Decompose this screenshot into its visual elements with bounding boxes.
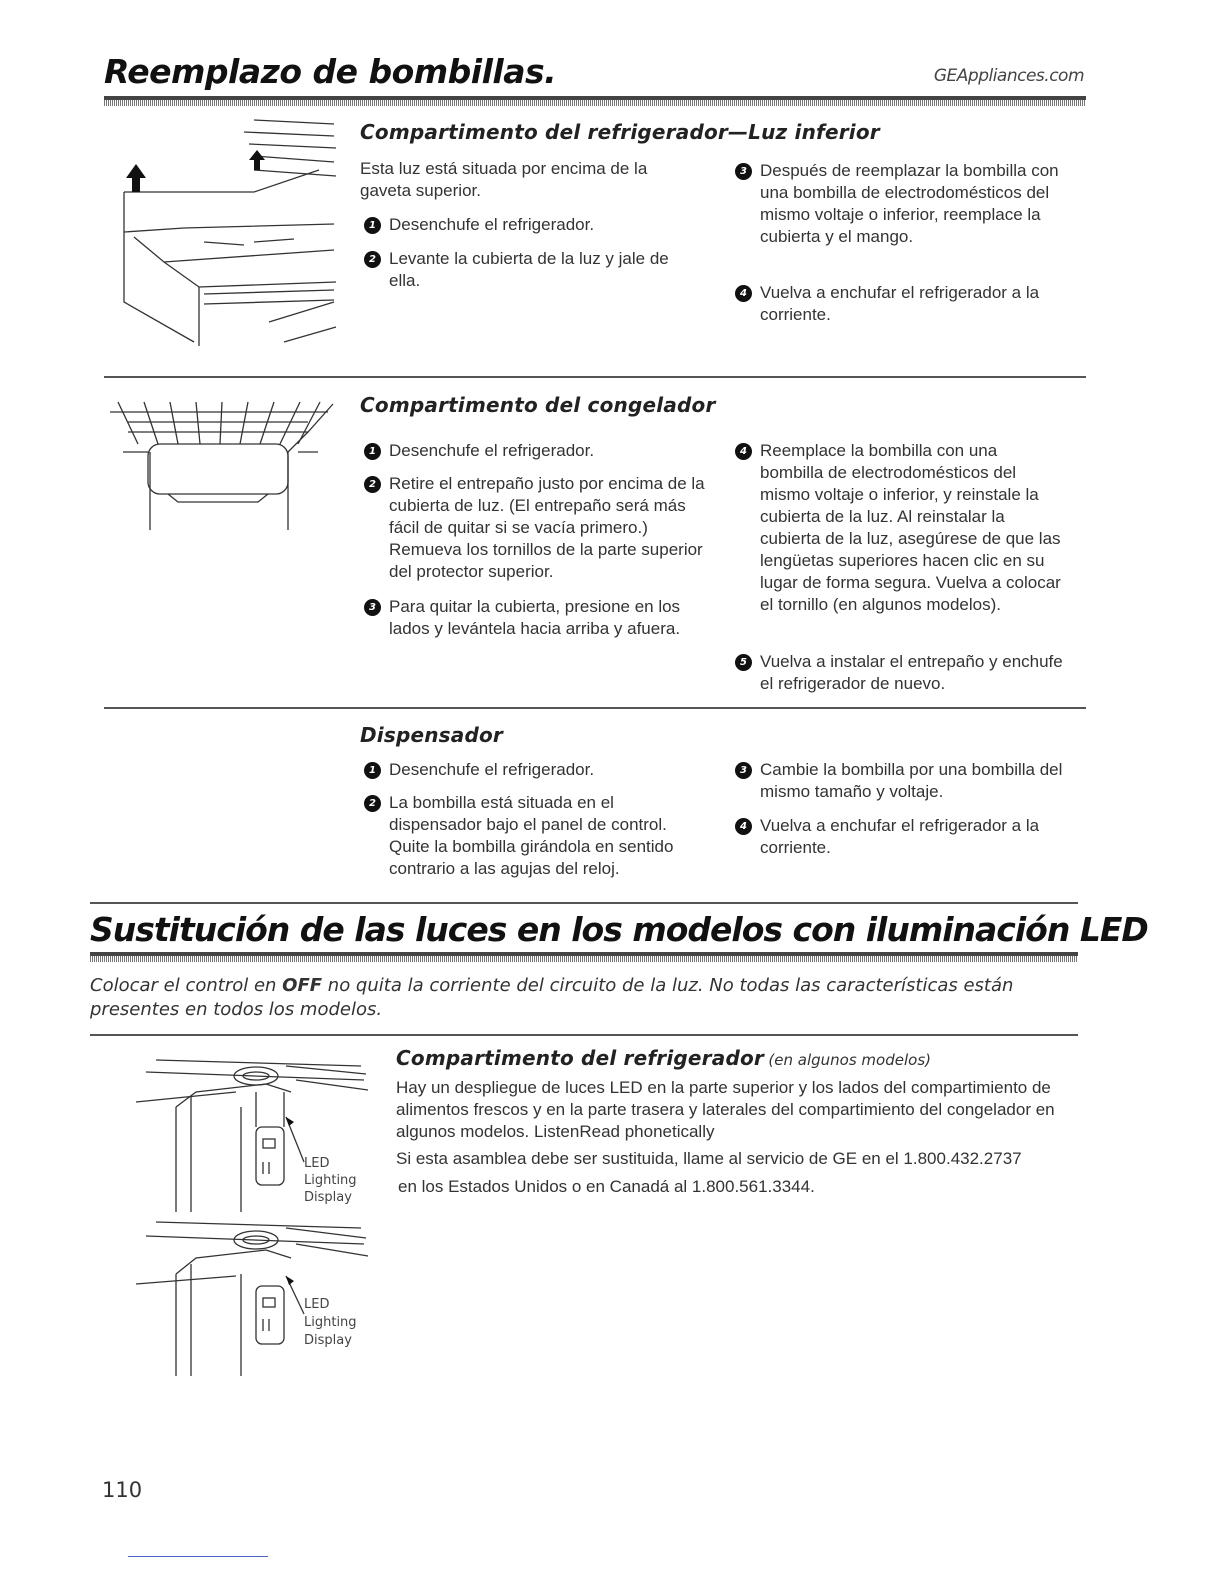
refrigerator-step-1 [364, 214, 684, 236]
step-number: 2 [364, 476, 381, 493]
dispenser-step-3 [735, 759, 1075, 803]
led-title-rule-hatch [90, 956, 1078, 962]
led-note-post: no quita la corriente del circuito de la luz. No todas las características están presentes en todos los modelos. [90, 975, 1014, 1020]
dispenser-step-2 [364, 792, 684, 880]
step-text: Cambie la bombilla por una bombilla del mismo tamaño y voltaje. [760, 760, 1063, 801]
step-number: 1 [364, 443, 381, 460]
freezer-step-3 [364, 596, 704, 640]
led-paragraph-2b: en los Estados Unidos o en Canadá al 1.800.561.3344. [398, 1177, 815, 1196]
led-label-line: Display [304, 1333, 352, 1348]
site-url: GEAppliances.com [933, 66, 1084, 86]
step-text: Desenchufe el refrigerador. [389, 441, 595, 460]
led-paragraph-2a: Si esta asamblea debe ser sustituida, llame al servicio de GE en el 1.800.432.2737 [396, 1149, 1022, 1168]
step-text: La bombilla está situada en el dispensador bajo el panel de control. Quite la bombilla girándola en sentido contrario a las agujas del reloj. [389, 793, 674, 878]
step-number: 3 [735, 163, 752, 180]
section-divider [104, 376, 1086, 378]
section-divider [90, 1034, 1078, 1036]
led-label-line: Lighting [304, 1315, 357, 1330]
step-text: Retire el entrepaño justo por encima de la cubierta de luz. (El entrepaño será más fácil de quitar si se vacía primero.) Remueva los tornillos de la parte superior del protector superior. [389, 474, 705, 581]
dispenser-step-4 [735, 815, 1065, 859]
refrigerator-step-3 [735, 160, 1065, 248]
led-label-line: LED [304, 1156, 330, 1171]
header-rule-hatch [104, 100, 1086, 106]
led-note [90, 974, 1030, 1022]
step-number: 4 [735, 443, 752, 460]
step-text: Vuelva a enchufar el refrigerador a la corriente. [760, 283, 1040, 324]
freezer-step-4 [735, 440, 1065, 616]
refrigerator-intro: Esta luz está situada por encima de la gaveta superior. [360, 159, 648, 200]
step-number: 2 [364, 795, 381, 812]
section-title-dispenser: Dispensador [360, 723, 504, 747]
step-number: 4 [735, 285, 752, 302]
refrigerator-step-2 [364, 248, 684, 292]
step-number: 2 [364, 251, 381, 268]
section-divider [104, 707, 1086, 709]
led-label-line: LED [304, 1297, 330, 1312]
footer-line [128, 1556, 268, 1557]
step-text: Desenchufe el refrigerador. [389, 760, 595, 779]
step-text: Vuelva a instalar el entrepaño y enchufe el refrigerador de nuevo. [760, 652, 1063, 693]
drawer-light-illustration [104, 112, 340, 348]
led-paragraph-1: Hay un despliegue de luces LED en la parte superior y los lados del compartimiento de alimentos frescos y en la parte trasera y laterales del compartimiento del congelador en algunos modelos. ListenRead phonetically [396, 1078, 1055, 1141]
step-text: Desenchufe el refrigerador. [389, 215, 595, 234]
section-title-refrigerator: Compartimento del refrigerador—Luz inferior [360, 120, 880, 144]
led-note-pre: Colocar el control en [90, 975, 283, 996]
led-note-off: OFF [282, 975, 323, 996]
section-divider [90, 902, 1078, 904]
step-text: Para quitar la cubierta, presione en los lados y levántela hacia arriba y afuera. [389, 597, 681, 638]
step-text: Vuelva a enchufar el refrigerador a la corriente. [760, 816, 1040, 857]
freezer-step-2 [364, 473, 714, 583]
step-text: Después de reemplazar la bombilla con una bombilla de electrodomésticos del mismo voltaje o inferior, reemplace la cubierta y el mango. [760, 161, 1059, 246]
dispenser-step-1 [364, 759, 704, 781]
step-number: 5 [735, 654, 752, 671]
led-section-title: Sustitución de las luces en los modelos con iluminación LED [90, 910, 1148, 949]
led-label-block-1 [304, 1155, 357, 1206]
step-text: Reemplace la bombilla con una bombilla de electrodomésticos del mismo voltaje o inferior, y reinstale la cubierta de la luz. Al reinstalar la cubierta de la luz, asegúrese de que las lengüetas superiores hacen clic en su lugar de forma segura. Vuelva a colocar el tornillo (en algunos modelos). [760, 441, 1061, 614]
led-subsection-title [396, 1046, 931, 1070]
step-number: 1 [364, 217, 381, 234]
refrigerator-step-4 [735, 282, 1055, 326]
led-sub-title: Compartimento del refrigerador [396, 1046, 764, 1070]
step-text: Levante la cubierta de la luz y jale de ella. [389, 249, 669, 290]
led-label-line: Display [304, 1190, 352, 1205]
step-number: 1 [364, 762, 381, 779]
page-title: Reemplazo de bombillas. [104, 52, 557, 91]
freezer-step-1 [364, 440, 704, 462]
led-label-block-2 [304, 1296, 357, 1350]
step-number: 4 [735, 818, 752, 835]
page-number: 110 [102, 1478, 143, 1502]
freezer-step-5 [735, 651, 1065, 695]
step-number: 3 [364, 599, 381, 616]
section-title-freezer: Compartimento del congelador [360, 393, 716, 417]
step-number: 3 [735, 762, 752, 779]
led-sub-qualifier: (en algunos modelos) [768, 1051, 931, 1069]
freezer-light-illustration [108, 392, 338, 532]
led-label-line: Lighting [304, 1173, 357, 1188]
